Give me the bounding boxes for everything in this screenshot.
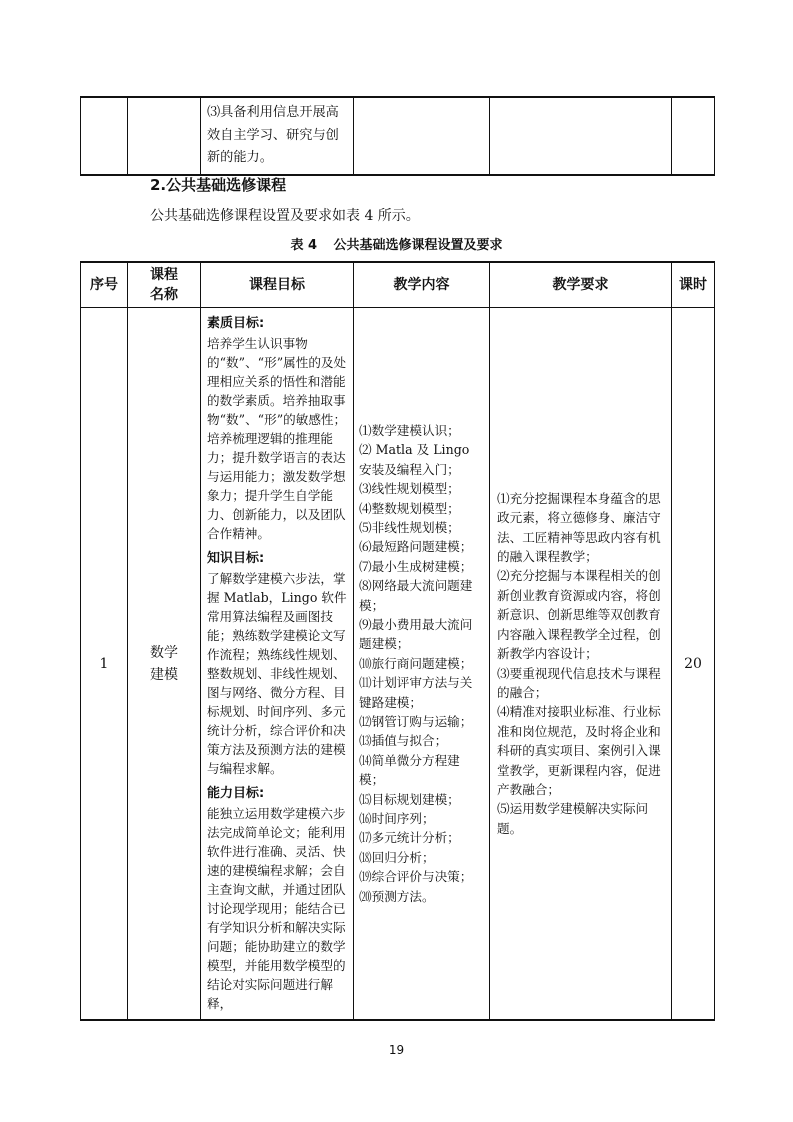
list-item: ⒄多元统计分析； <box>359 830 460 846</box>
quality-goal-text: 培养学生认识事物的“数”、“形”属性的及处理相应关系的悟性和潜能的数学素质。培养抽取事物“数”、“形”的敏感性；培养梳理逻辑的推理能力；提升数学语言的表达与运用能力；激发数学想象力；提升学生自学能力、创新能力，以及团队合作精神。 <box>207 336 347 541</box>
header-teaching-requirements: 教学要求 <box>490 262 672 308</box>
teaching-requirements-list <box>490 489 671 838</box>
header-course-goals: 课程目标 <box>201 262 354 308</box>
list-item: ⒂目标规划建模； <box>359 791 460 807</box>
table-cell <box>490 97 672 175</box>
table-header-row <box>81 262 715 308</box>
continuation-table <box>80 96 715 176</box>
row-course-goals <box>201 308 354 1021</box>
header-teaching-content: 教学内容 <box>354 262 490 308</box>
page-number: 19 <box>388 1043 405 1057</box>
list-item: ⒀插值与拟合； <box>359 733 448 749</box>
list-item: ⒃时间序列； <box>359 811 435 827</box>
list-item: ⑸非线性规划模； <box>359 519 460 535</box>
table-caption-title: 公共基础选修课程设置及要求 <box>333 238 503 253</box>
list-item: ⑼最小费用最大流问题建模； <box>359 616 473 652</box>
table-cell <box>128 97 201 175</box>
list-item: ⑶线性规划模型； <box>359 481 460 497</box>
table-cell <box>672 97 715 175</box>
row-teaching-requirements <box>490 308 672 1021</box>
row-index: 1 <box>81 308 128 1021</box>
list-item: ⑶要重视现代信息技术与课程的融合； <box>497 665 661 700</box>
ability-goal-heading: 能力目标: <box>207 786 265 801</box>
list-item: ⒅回归分析； <box>359 849 435 865</box>
list-item: ⒆综合评价与决策； <box>359 869 473 885</box>
list-item: ⑵充分挖掘与本课程相关的创新创业教育资源或内容，将创新意识、创新思维等双创教育内容融入课程教学全过程，创新教学内容设计； <box>497 568 661 662</box>
ability-goal-text: 能独立运用数学建模六步法完成简单论文；能利用软件进行准确、灵活、快速的建模编程求解；会自主查询文献，并通过团队讨论现学现用；能结合已有学知识分析和解决实际问题；能协助建立的数学模型，并能用数学模型的结论对实际问题进行解释， <box>207 806 346 1011</box>
knowledge-goal-text: 了解数学建模六步法，掌握 Matlab，Lingo 软件常用算法编程及画图技能；熟练数学建模论文写作流程；熟练线性规划、整数规划、非线性规划、图与网络、微分方程、目标规划、时间序列、多元统计分析，综合评价和决策方法及预测方法的建模与编程求解。 <box>207 571 347 776</box>
teaching-content-list <box>354 421 489 906</box>
list-item: ⑵ Matla 及 Lingo 安装及编程入门； <box>359 442 470 477</box>
table-cell <box>354 97 490 175</box>
table-row <box>81 308 715 1021</box>
row-teaching-content <box>354 308 490 1021</box>
list-item: ⑾计划评审方法与关键路建模； <box>359 675 473 710</box>
list-item: ⑺最小生成树建模； <box>359 558 473 574</box>
row-course-name: 数学 建模 <box>128 308 201 1021</box>
list-item: ⑻网络最大流问题建模； <box>359 578 473 613</box>
list-item: ⑽旅行商问题建模； <box>359 655 473 671</box>
header-hours: 课时 <box>672 262 715 308</box>
list-item: ⑴充分挖掘课程本身蕴含的思政元素，将立德修身、廉洁守法、工匠精神等思政内容有机的融入课程教学； <box>497 490 661 565</box>
section-heading: 2.公共基础选修课程 <box>150 176 287 194</box>
table-cell <box>81 97 128 175</box>
header-course-name: 课程 名称 <box>128 262 201 308</box>
table-caption <box>0 234 793 253</box>
header-index: 序号 <box>81 262 128 308</box>
list-item: ⑸运用数学建模解决实际问题。 <box>497 801 649 836</box>
list-item: ⒇预测方法。 <box>359 888 435 904</box>
table-caption-label: 表 4 <box>290 238 318 253</box>
list-item: ⒁简单微分方程建模； <box>359 752 460 788</box>
table-cell <box>201 97 354 175</box>
quality-goal-heading: 素质目标: <box>207 316 265 331</box>
knowledge-goal-heading: 知识目标: <box>207 551 265 566</box>
section-intro: 公共基础选修课程设置及要求如表 4 所示。 <box>150 208 420 224</box>
row-hours: 20 <box>672 308 715 1021</box>
elective-courses-table <box>80 261 715 1021</box>
list-item: ⑹最短路问题建模； <box>359 539 473 555</box>
list-item: ⑷精准对接职业标准、行业标准和岗位规范，及时将企业和科研的真实项目、案例引入课堂教学，更新课程内容，促进产教融合； <box>497 704 661 797</box>
list-item: ⑿钢管订购与运输； <box>359 714 473 730</box>
table-row <box>81 97 715 175</box>
course-goal-continuation: ⑶具备利用信息开展高 效自主学习、研究与创 新的能力。 <box>207 105 339 165</box>
list-item: ⑴数学建模认识； <box>359 422 460 438</box>
list-item: ⑷整数规划模型； <box>359 500 460 516</box>
